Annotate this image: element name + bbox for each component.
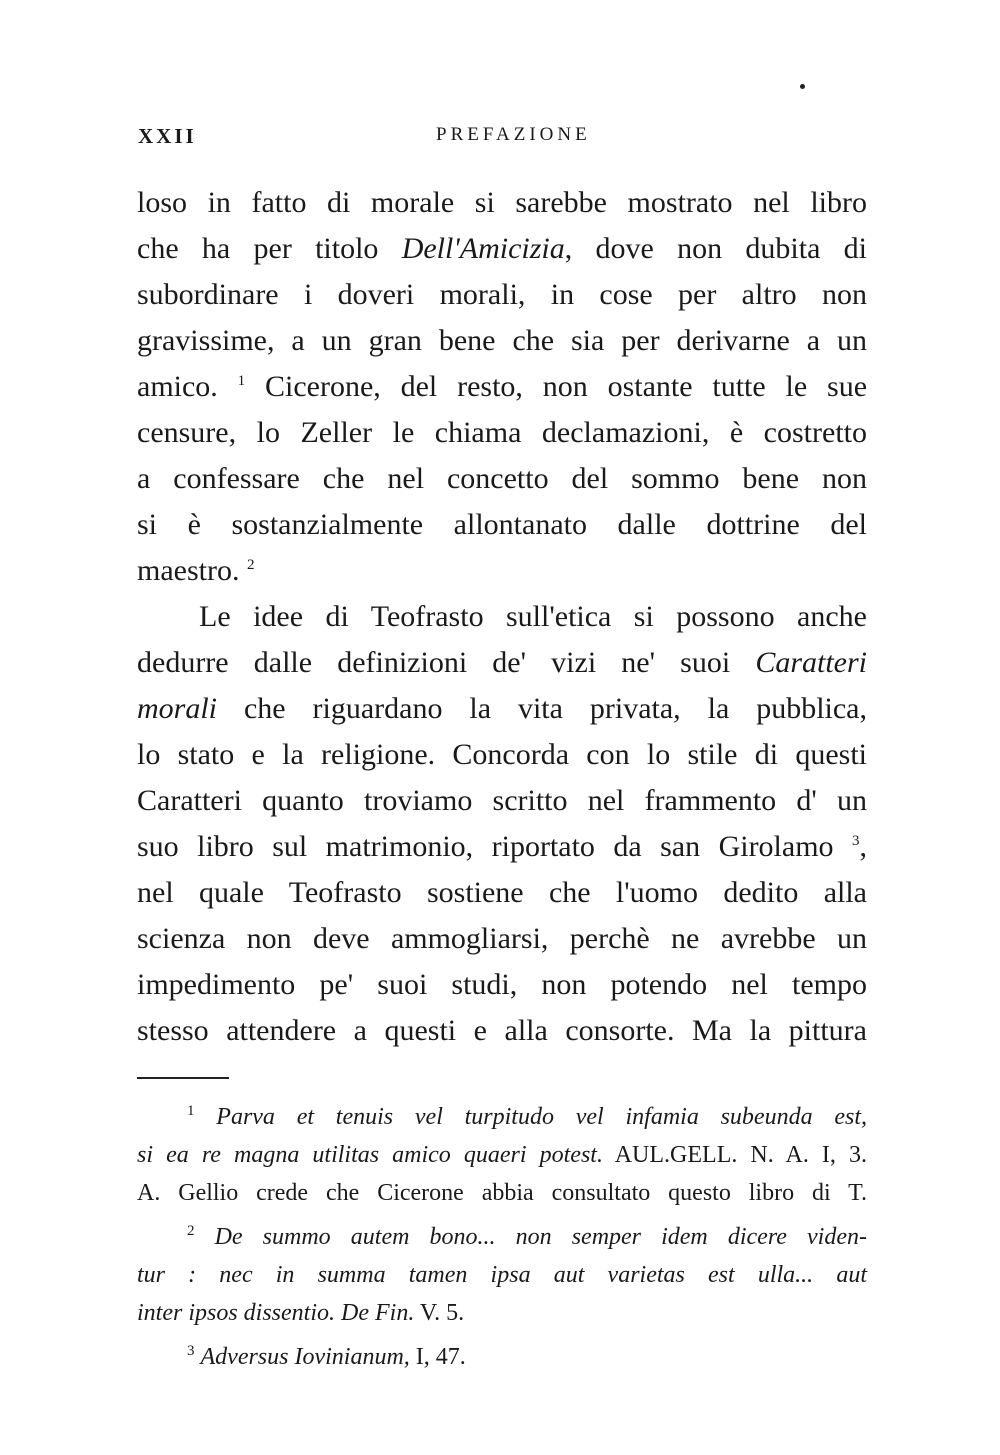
body-line: [137, 824, 867, 870]
footnote-3: [137, 1338, 867, 1376]
body-line: [137, 1008, 867, 1054]
text-span: Le idee di Teofrasto sull'etica si possono anche: [199, 600, 867, 633]
italic-quote: De summo autem bono... non semper idem dicere viden-: [214, 1224, 867, 1250]
text-span: censure, lo Zeller le chiama declamazioni, è costretto: [137, 416, 867, 449]
text-span: , dove non dubita di: [564, 232, 868, 265]
body-line: [137, 502, 867, 548]
body-line: [137, 640, 867, 686]
footnote-line: [137, 1136, 867, 1174]
italic-title: Caratteri: [755, 646, 868, 679]
text-span: che riguardano la vita privata, la pubblica,: [243, 692, 867, 725]
footnote-marker: 1: [187, 1103, 195, 1119]
text-span: Cicerone, del resto, non ostante tutte le sue: [265, 370, 868, 403]
ink-dot: [800, 84, 805, 89]
footnote-line: [137, 1256, 867, 1294]
body-line: [137, 318, 867, 364]
body-line: [137, 916, 867, 962]
text-span: si è sostanzialmente allontanato dalle dottrine del: [137, 508, 867, 541]
footnote-separator: [137, 1077, 229, 1079]
body-line: [137, 686, 867, 732]
citation: V. 5.: [419, 1300, 465, 1326]
text-span: ,: [859, 830, 867, 863]
italic-quote: inter ipsos dissentio.: [137, 1300, 336, 1326]
text-span: impedimento pe' suoi studi, non potendo nel tempo: [137, 968, 867, 1001]
citation-title: Adversus Iovinianum,: [200, 1344, 410, 1370]
footnote-2: [137, 1218, 867, 1256]
footnote-1: [137, 1098, 867, 1136]
footnote-marker: 2: [187, 1223, 195, 1239]
text-span: nel quale Teofrasto sostiene che l'uomo dedito alla: [137, 876, 867, 909]
text-span: suo libro sul matrimonio, riportato da san Girolamo: [137, 830, 834, 863]
footnotes: [137, 1098, 867, 1376]
body-line: [137, 364, 867, 410]
italic-title: morali: [137, 692, 218, 725]
footnote-line: [137, 1174, 867, 1212]
text-span: stesso attendere a questi e alla consorte. Ma la pittura: [137, 1014, 867, 1047]
footnote-ref: 3: [852, 833, 860, 849]
text-span: dedurre dalle definizioni de' vizi ne' suoi: [137, 646, 731, 679]
italic-quote: si ea re magna utilitas amico quaeri potest.: [137, 1142, 603, 1168]
body-line: [137, 548, 867, 594]
body-line: [137, 732, 867, 778]
footnote-line: [137, 1294, 867, 1332]
text-span: a confessare che nel concetto del sommo bene non: [137, 462, 867, 495]
citation: I, 47.: [415, 1344, 466, 1370]
body-line: [137, 594, 867, 640]
body-line: [137, 272, 867, 318]
body-line: [137, 226, 867, 272]
body-line: [137, 456, 867, 502]
text-span: che ha per titolo: [137, 232, 379, 265]
footnote-ref: 2: [246, 557, 255, 573]
text-span: amico.: [137, 370, 218, 403]
text-span: loso in fatto di morale si sarebbe mostrato nel libro: [137, 186, 867, 219]
text-span: lo stato e la religione. Concorda con lo stile di questi: [137, 738, 867, 771]
italic-quote: tur : nec in summa tamen ipsa aut varietas est ulla... aut: [137, 1262, 867, 1288]
running-title: PREFAZIONE: [436, 124, 591, 145]
body-line: [137, 180, 867, 226]
text-span: subordinare i doveri morali, in cose per altro non: [137, 278, 867, 311]
footnote-ref: 1: [237, 373, 246, 389]
body-line: [137, 962, 867, 1008]
body-line: [137, 778, 867, 824]
text-span: gravissime, a un gran bene che sia per derivarne a un: [137, 324, 867, 357]
text-span: maestro.: [137, 554, 240, 587]
text-span: Caratteri quanto troviamo scritto nel frammento d' un: [137, 784, 867, 817]
page-number: XXII: [138, 124, 197, 148]
text-span: A. Gellio crede che Cicerone abbia consultato questo libro di T.: [137, 1180, 867, 1206]
italic-quote: Parva et tenuis vel turpitudo vel infamia subeunda est,: [216, 1104, 868, 1130]
footnote-marker: 3: [187, 1343, 195, 1359]
citation: AUL.GELL. N. A. I, 3.: [614, 1142, 867, 1168]
body-line: [137, 410, 867, 456]
italic-title: Dell'Amicizia: [401, 232, 565, 265]
body-line: [137, 870, 867, 916]
citation-title: De Fin.: [341, 1300, 415, 1326]
text-span: scienza non deve ammogliarsi, perchè ne avrebbe un: [137, 922, 867, 955]
body-text: [137, 180, 867, 1054]
